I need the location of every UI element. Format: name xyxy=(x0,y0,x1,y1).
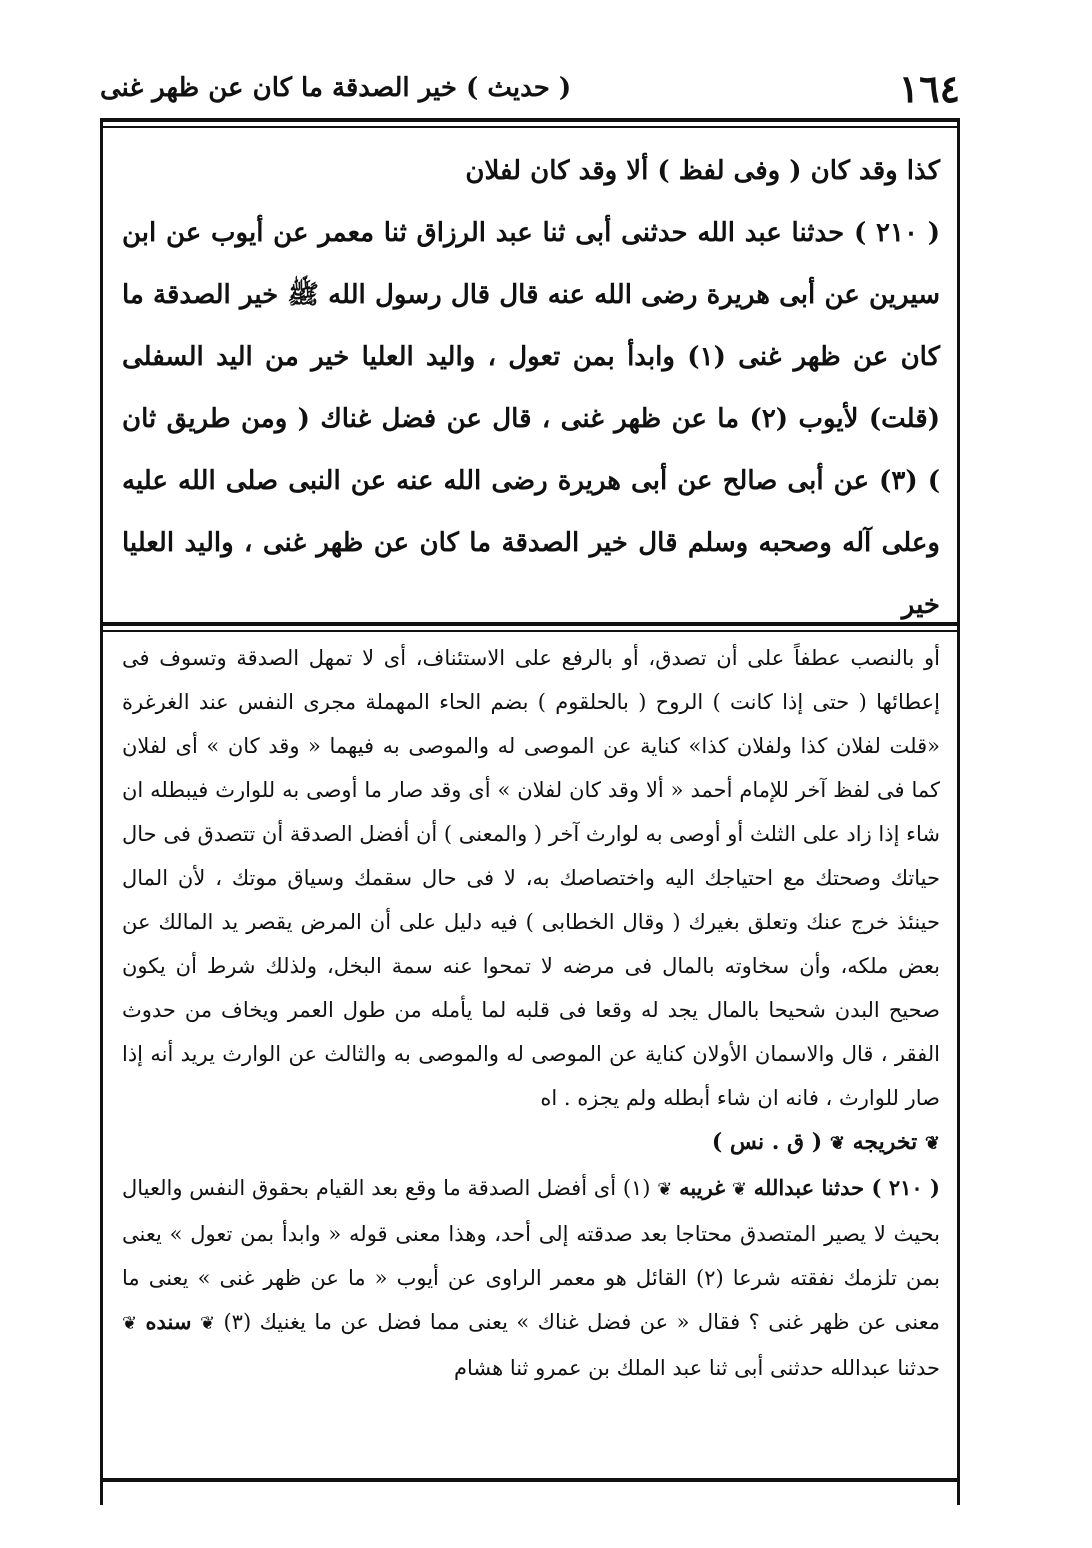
frame-right-border xyxy=(957,120,960,1505)
gharib-text: (١) أى أفضل الصدقة ما وقع بعد القيام بحقوق النفس والعيال بحيث لا يصير المتصدق محتاجا بعد صدقته إلى أحد، وهذا معنى قوله « وابدأ بمن تعول » يعنى بمن تلزمك نفقته شرعا (٢) القائل هو معمر الراوى عن أيوب « ما عن ظهر غنى » يعنى ما معنى عن ظهر غنى ؟ فقال « عن فضل غناك » يعنى مما فضل عن ما يغنيك (٣) xyxy=(122,1176,940,1334)
hadith-main-text xyxy=(122,140,940,636)
gharib-paragraph xyxy=(122,1166,940,1390)
ornament-icon: ❦ xyxy=(829,1133,845,1154)
commentary-paragraph: أو بالنصب عطفاً على أن تصدق، أو بالرفع على الاستئناف، أى لا تمهل الصدقة وتسوف فى إعطائها ( حتى إذا كانت ) الروح ( بالحلقوم ) بضم الحاء المهملة مجرى النفس عند الغرغرة «قلت لفلان كذا ولفلان كذا» كناية عن الموصى له والموصى به فيهما « وقد كان » أى لفلان كما فى لفظ آخر للإمام أحمد « ألا وقد كان لفلان » أى وقد صار ما أوصى به للوارث فيبطله ان شاء إذا زاد على الثلث أو أوصى به لوارث آخر ( والمعنى ) أن أفضل الصدقة أن تتصدق فى حال حياتك وصحتك مع احتياجك اليه واختصاصك به، لا فى حال سقمك وسياق موتك ، لأن المال حينئذ خرج عنك وتعلق بغيرك ( وقال الخطابى ) فيه دليل على أن المرض يقصر يد المالك عن بعض ملكه، وأن سخاوته بالمال فى مرضه لا تمحوا عنه سمة البخل، ولذلك شرط أن يكون صحيح البدن شحيحا بالمال يجد له وقعا فى قلبه لما يأمله من طول العمر ويخاف من حدوث الفقر ، قال والاسمان الأولان كناية عن الموصى له والموصى به والثالث عن الوارث يريد أنه إذا صار للوارث ، فانه ان شاء أبطله ولم يجزه . اه xyxy=(122,646,940,1110)
gharib-label: غريبه xyxy=(679,1175,726,1200)
ornament-icon: ❦ xyxy=(731,1179,747,1200)
page-header xyxy=(100,62,960,114)
ornament-icon: ❦ xyxy=(924,1133,940,1154)
ornament-icon: ❦ xyxy=(657,1179,673,1200)
takhrij-label: تخريجه xyxy=(852,1129,918,1155)
ornament-icon: ❦ xyxy=(122,1313,138,1334)
commentary-section xyxy=(122,636,940,1390)
header-rule-bottom xyxy=(100,126,960,128)
separator-rule-top xyxy=(100,622,960,626)
sanad-text: حدثنا عبدالله حدثنى أبى ثنا عبد الملك بن عمرو ثنا هشام xyxy=(453,1356,940,1380)
hadith-reference: ( ٢١٠ ) حدثنا عبدالله xyxy=(753,1175,940,1200)
header-rule-top xyxy=(100,118,960,122)
running-title: ( حديث ) خير الصدقة ما كان عن ظهر غنى xyxy=(100,73,572,103)
page-number: ١٦٤ xyxy=(898,65,960,111)
takhrij-line xyxy=(122,1120,940,1166)
frame-left-border xyxy=(100,120,103,1505)
ornament-icon: ❦ xyxy=(199,1313,216,1334)
takhrij-text: ( ق . نس ) xyxy=(711,1129,823,1155)
separator-rule-bottom xyxy=(100,630,960,632)
sanad-label: سنده xyxy=(145,1309,192,1334)
intro-line: كذا وقد كان ( وفى لفظ ) ألا وقد كان لفلان xyxy=(465,156,940,186)
footer-rule xyxy=(100,1478,960,1482)
hadith-210-text: ( ٢١٠ ) حدثنا عبد الله حدثنى أبى ثنا عبد الرزاق ثنا معمر عن أيوب عن ابن سيرين عن أبى هريرة رضى الله عنه قال قال رسول الله ﷺ خير الصدقة ما كان عن ظهر غنى (١) وابدأ بمن تعول ، واليد العليا خير من اليد السفلى (قلت) لأيوب (٢) ما عن ظهر غنى ، قال عن فضل غناك ( ومن طريق ثان ) (٣) عن أبى صالح عن أبى هريرة رضى الله عنه عن النبى صلى الله عليه وعلى آله وصحبه وسلم قال خير الصدقة ما كان عن ظهر غنى ، واليد العليا خير xyxy=(122,218,940,620)
